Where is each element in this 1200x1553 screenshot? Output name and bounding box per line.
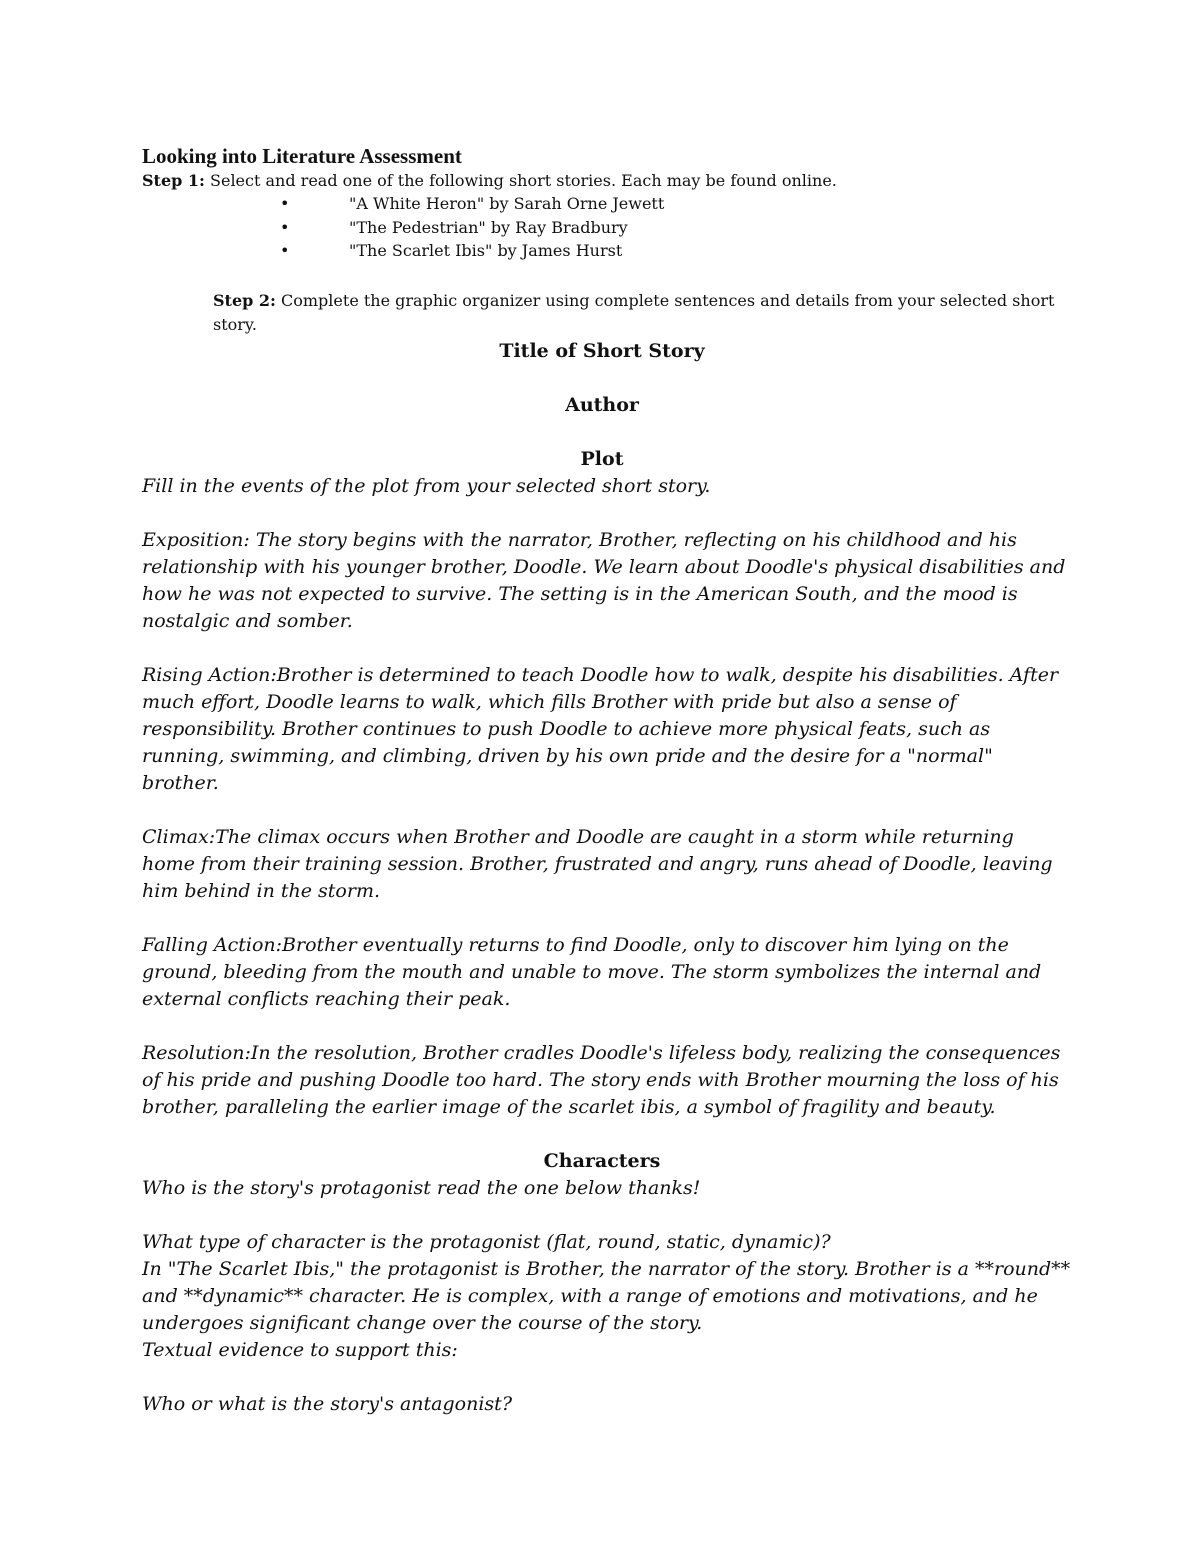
step-2-label: Step 2: [213, 290, 276, 310]
bullet-icon: • [280, 217, 290, 237]
document-page [142, 143, 1071, 1418]
character-type-question: What type of character is the protagonist (flat, round, static, dynamic)? [142, 1230, 831, 1253]
step-1-instruction [142, 169, 1062, 192]
title-heading: Title of Short Story [499, 339, 705, 362]
list-item [142, 216, 1062, 240]
bullet-icon: • [280, 241, 290, 260]
textual-evidence-prompt: Textual evidence to support this: [142, 1338, 458, 1361]
author-heading: Author [565, 393, 639, 416]
climax-text: Climax:The climax occurs when Brother and Doodle are caught in a storm while returning home from their training session. Brother, frustrated and angry, runs ahead of Doodle, leaving him behind in the storm. [142, 825, 1053, 902]
story-option: "The Pedestrian" by Ray Bradbury [349, 217, 628, 237]
step-1-label: Step 1: [142, 171, 205, 190]
falling-action-text: Falling Action:Brother eventually returns to find Doodle, only to discover him lying on the ground, bleeding from the mouth and unable to move. The storm symbolizes the internal and external conflicts reaching their peak. [142, 933, 1042, 1010]
character-answer: In "The Scarlet Ibis," the protagonist is Brother, the narrator of the story. Brother is a **round** and **dynamic** character. He is complex, with a range of emotions and motivations, and he undergoes significant change over the course of the story. [142, 1257, 1071, 1334]
antagonist-question: Who or what is the story's antagonist? [142, 1392, 512, 1415]
bullet-icon: • [280, 194, 290, 213]
step-1-text: Select and read one of the following short stories. Each may be found online. [204, 171, 837, 190]
list-item [142, 192, 1062, 216]
list-item [142, 239, 1062, 263]
story-list [142, 192, 1062, 263]
document-title: Looking into Literature Assessment [142, 144, 462, 168]
plot-heading: Plot [580, 447, 624, 470]
rising-action-text: Rising Action:Brother is determined to teach Doodle how to walk, despite his disabilities. After much effort, Doodle learns to walk, which fills Brother with pride but also a sense of responsibility. Brother continues to push Doodle to achieve more physical feats, such as running, swimming, and climbing, driven by his own pride and the desire for a "normal" brother. [142, 663, 1059, 794]
characters-heading: Characters [543, 1149, 661, 1172]
exposition-text: Exposition: The story begins with the narrator, Brother, reflecting on his childhood and his relationship with his younger brother, Doodle. We learn about Doodle's physical disabilities and how he was not expected to survive. The setting is in the American South, and the mood is nostalgic and somber. [142, 528, 1066, 632]
protagonist-question: Who is the story's protagonist read the one below thanks! [142, 1176, 701, 1199]
step-2-instruction [213, 289, 1073, 337]
plot-instructions: Fill in the events of the plot from your selected short story. [142, 474, 711, 497]
story-option: "The Scarlet Ibis" by James Hurst [349, 241, 623, 260]
story-option: "A White Heron" by Sarah Orne Jewett [349, 194, 665, 213]
step-2-text: Complete the graphic organizer using complete sentences and details from your selected short story. [213, 290, 1055, 334]
resolution-text: Resolution:In the resolution, Brother cradles Doodle's lifeless body, realizing the consequences of his pride and pushing Doodle too hard. The story ends with Brother mourning the loss of his brother, paralleling the earlier image of the scarlet ibis, a symbol of fragility and beauty. [142, 1041, 1061, 1118]
